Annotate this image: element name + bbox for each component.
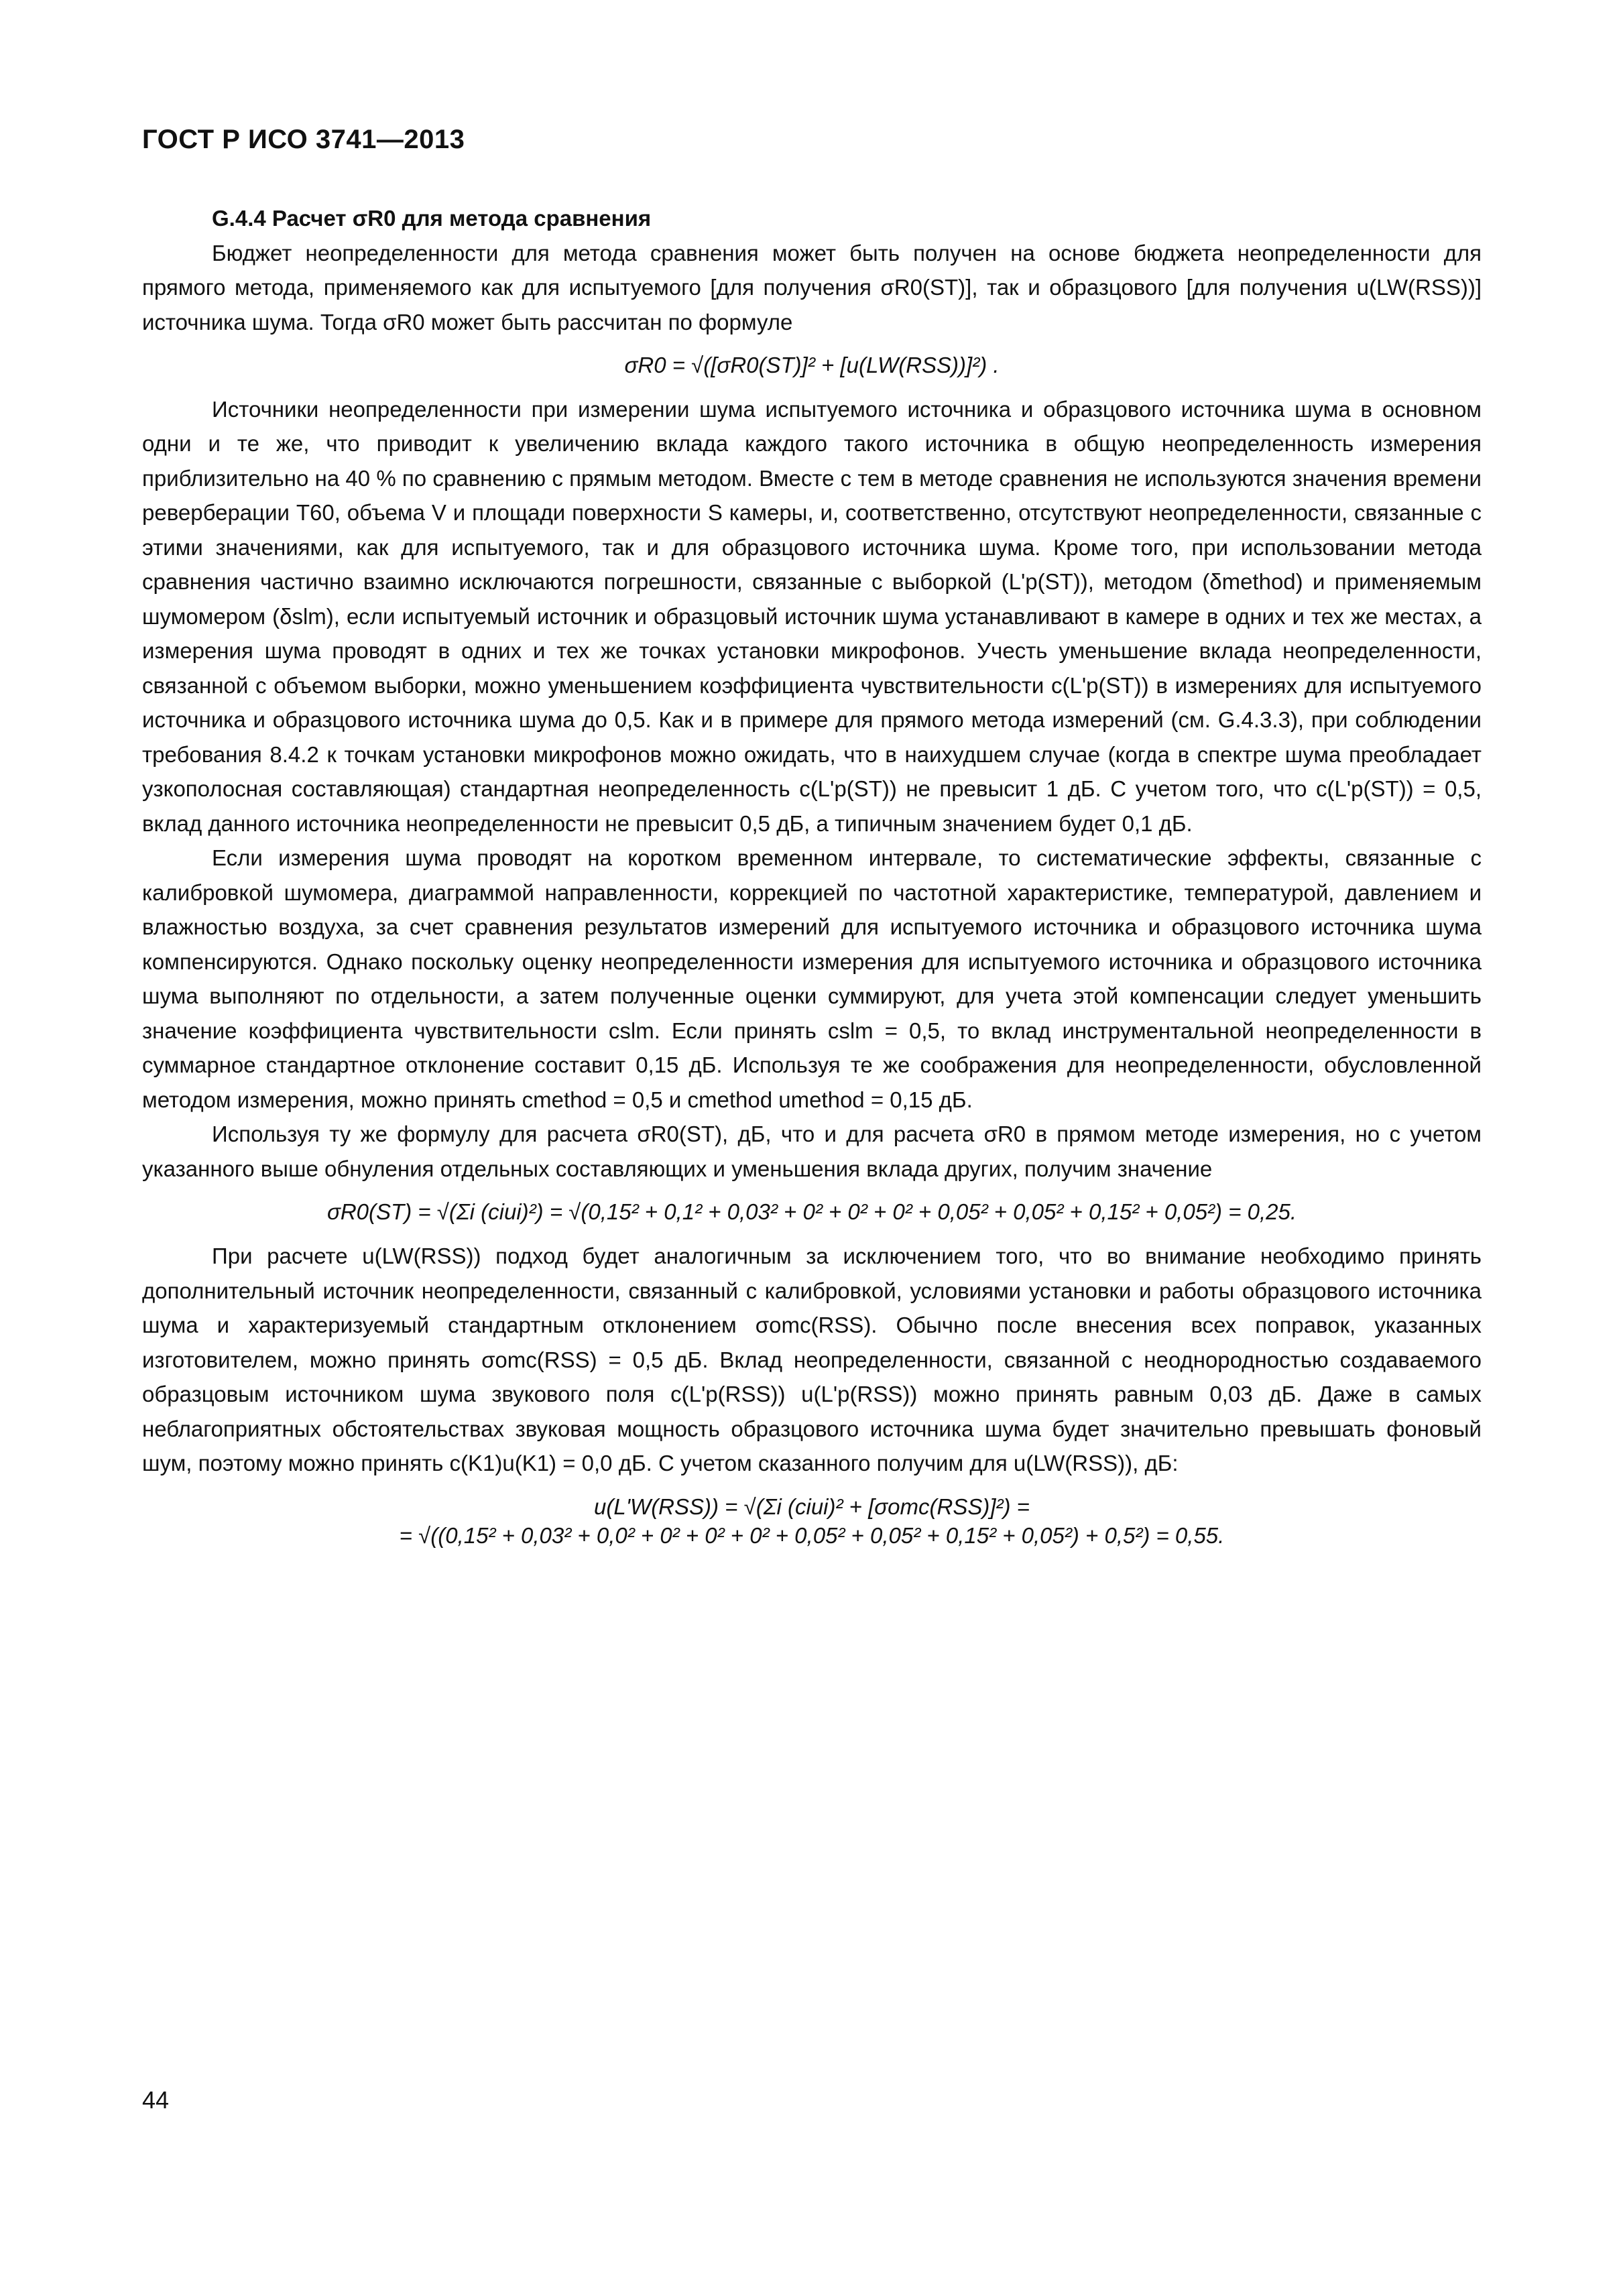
formula-line: σR0 = √([σR0(ST)]² + [u(LW(RSS))]²) .: [624, 353, 1000, 377]
paragraph-2: Источники неопределенности при измерении шума испытуемого источника и образцового источника шума в основном одни и те же, что приводит к увеличению вклада каждого такого источника в общую неопределенность измерения приблизительно на 40 % по сравнению с прямым методом. Вместе с тем в методе сравнения не используются значения времени реверберации T60, объема V и площади поверхности S камеры, и, соответственно, отсутствуют неопределенности, связанные с этими значениями, как для испытуемого, так и для образцового источника шума. Кроме того, при использовании метода сравнения частично взаимно исключаются погрешности, связанные с выборкой (L'p(ST)), методом (δmethod) и применяемым шумомером (δslm), если испытуемый источник и образцовый источник шума устанавливают в камере в одних и тех же местах, а измерения шума проводят в одних и тех же точках установки микрофонов. Учесть уменьшение вклада неопределенности, связанной с объемом выборки, можно уменьшением коэффициента чувствительности c(L'p(ST)) в измерениях для испытуемого источника и образцового источника шума до 0,5. Как и в примере для прямого метода измерений (см. G.4.3.3), при соблюдении требования 8.4.2 к точкам установки микрофонов можно ожидать, что в наихудшем случае (когда в спектре шума преобладает узкополосная составляющая) стандартная неопределенность c(L'p(ST)) не превысит 1 дБ. С учетом того, что c(L'p(ST)) = 0,5, вклад данного источника неопределенности не превысит 0,5 дБ, а типичным значением будет 0,1 дБ.: [142, 396, 1482, 836]
formula-line-2: = √((0,15² + 0,03² + 0,0² + 0² + 0² + 0² + 0,05² + 0,05² + 0,15² + 0,05²) + 0,5²) = 0,55.: [399, 1522, 1225, 1548]
section-heading: G.4.4 Расчет σR0 для метода сравнения: [212, 206, 652, 231]
document-header: ГОСТ Р ИСО 3741—2013: [142, 125, 465, 154]
formula-line: σR0(ST) = √(Σi (ciui)²) = √(0,15² + 0,1² + 0,03² + 0² + 0² + 0² + 0,05² + 0,05² + 0,15² + 0,05²) = 0,25.: [326, 1199, 1297, 1225]
page-number: 44: [142, 2086, 170, 2114]
formula-sigma-r0: [142, 351, 1482, 380]
document-body: [142, 201, 1482, 1563]
paragraph-3: Если измерения шума проводят на коротком временном интервале, то систематические эффекты, связанные с калибровкой шумомера, диаграммой направленности, коррекцией по частотной характеристике, температурой, давлением и влажностью воздуха, за счет сравнения результатов измерений для испытуемого источника и образцового источника шума компенсируются. Однако поскольку оценку неопределенности измерения для испытуемого источника и образцового источника шума выполняют по отдельности, а затем полученные оценки суммируют, для учета этой компенсации следует уменьшить значение коэффициента чувствительности cslm. Если принять cslm = 0,5, то вклад инструментальной неопределенности в суммарное стандартное отклонение составит 0,15 дБ. Используя те же соображения для неопределенности, обусловленной методом измерения, можно принять cmethod = 0,5 и cmethod umethod = 0,15 дБ.: [142, 845, 1482, 1112]
paragraph-1: Бюджет неопределенности для метода сравнения может быть получен на основе бюджета неопределенности для прямого метода, применяемого как для испытуемого [для получения σR0(ST)], так и образцового [для получения u(LW(RSS))] источника шума. Тогда σR0 может быть рассчитан по формуле: [142, 240, 1482, 335]
formula-sigma-r0-st: [142, 1198, 1482, 1227]
formula-u-lw-rss: [142, 1493, 1482, 1551]
paragraph-5: При расчете u(LW(RSS)) подход будет аналогичным за исключением того, что во внимание необходимо принять дополнительный источник неопределенности, связанный с калибровкой, условиями установки и работы образцового источника шума и характеризуемый стандартным отклонением σomc(RSS). Обычно после внесения всех поправок, указанных изготовителем, можно принять σomc(RSS) = 0,5 дБ. Вклад неопределенности, связанной с неоднородностью создаваемого образцовым источником шума звукового поля c(L'p(RSS)) u(L'p(RSS)) можно принять равным 0,03 дБ. Даже в самых неблагоприятных обстоятельствах звуковая мощность образцового источника шума будет значительно превышать фоновый шум, поэтому можно принять c(K1)u(K1) = 0,0 дБ. С учетом сказанного получим для u(LW(RSS)), дБ:: [142, 1244, 1482, 1476]
formula-line-1: u(L'W(RSS)) = √(Σi (ciui)² + [σomc(RSS)]²) =: [594, 1494, 1030, 1519]
paragraph-4: Используя ту же формулу для расчета σR0(ST), дБ, что и для расчета σR0 в прямом методе измерения, но с учетом указанного выше обнуления отдельных составляющих и уменьшения вклада других, получим значение: [142, 1122, 1482, 1181]
